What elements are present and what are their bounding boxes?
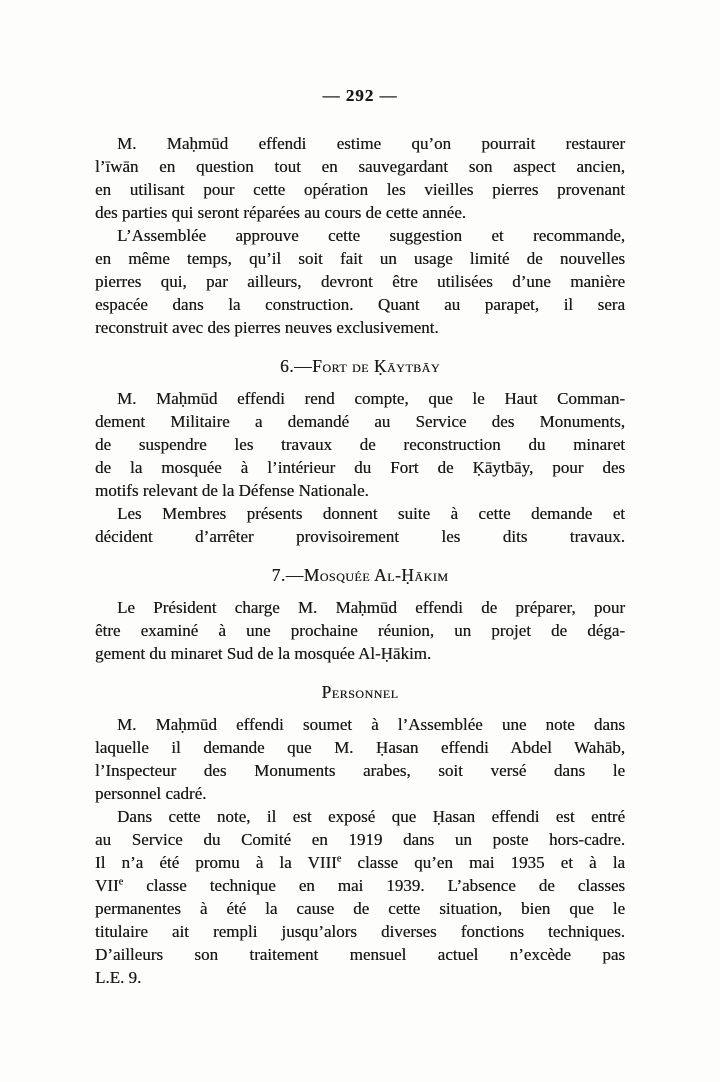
text-line: M. Maḥmūd effendi estime qu’on pourrait restaurer <box>117 134 625 153</box>
paragraph <box>95 132 625 224</box>
text-line: L.E. 9. <box>95 968 142 987</box>
paragraph <box>95 387 625 502</box>
text-line: motifs relevant de la Défense Nationale. <box>95 481 369 500</box>
text-line: Dans cette note, il est exposé que Ḥasan effendi est entré <box>117 807 625 826</box>
paragraph <box>95 713 625 805</box>
text-line: l’īwān en question tout en sauvegardant son aspect ancien, <box>95 157 625 176</box>
text-line: M. Maḥmūd effendi soumet à l’Assemblée une note dans <box>117 715 625 734</box>
text-line: décident d’arrêter provisoirement les dits travaux. <box>95 527 625 546</box>
text-line: M. Maḥmūd effendi rend compte, que le Haut Comman- <box>117 389 625 408</box>
text-block <box>95 132 625 989</box>
section-heading: Personnel <box>321 682 399 702</box>
text-line: être examiné à une prochaine réunion, un projet de déga- <box>95 621 625 640</box>
paragraph <box>95 502 625 548</box>
ordinal-superscript: e <box>118 876 124 888</box>
text-line: des parties qui seront réparées au cours de cette année. <box>95 203 466 222</box>
text-line: Il n’a été promu à la VIIIe classe qu’en mai 1935 et à la <box>95 853 625 872</box>
page-number: — 292 — <box>322 86 398 105</box>
text-line: reconstruit avec des pierres neuves exclusivement. <box>95 318 439 337</box>
text-line: D’ailleurs son traitement mensuel actuel n’excède pas <box>95 945 625 964</box>
text-line: en utilisant pour cette opération les vieilles pierres provenant <box>95 180 625 199</box>
text-line: de la mosquée à l’intérieur du Fort de Ḳāytbāy, pour des <box>95 458 625 477</box>
text-line: l’Inspecteur des Monuments arabes, soit versé dans le <box>95 761 625 780</box>
text-line: personnel cadré. <box>95 784 207 803</box>
paragraph <box>95 596 625 665</box>
paragraph <box>95 224 625 339</box>
ordinal-superscript: e <box>336 853 342 865</box>
text-line: pierres qui, par ailleurs, devront être utilisées d’une manière <box>95 272 625 291</box>
text-line: Les Membres présents donnent suite à cette demande et <box>117 504 625 523</box>
text-line: espacée dans la construction. Quant au parapet, il sera <box>95 295 625 314</box>
section-heading: 6.—Fort de Ḳāytbāy <box>279 356 441 376</box>
text-line: en même temps, qu’il soit fait un usage limité de nouvelles <box>95 249 625 268</box>
text-line: titulaire ait rempli jusqu’alors diverses fonctions techniques. <box>95 922 625 941</box>
text-line: permanentes à été la cause de cette situation, bien que le <box>95 899 625 918</box>
text-line: L’Assemblée approuve cette suggestion et recommande, <box>117 226 625 245</box>
text-line: dement Militaire a demandé au Service des Monuments, <box>95 412 625 431</box>
text-line: gement du minaret Sud de la mosquée Al-Ḥākim. <box>95 644 432 663</box>
text-line: de suspendre les travaux de reconstruction du minaret <box>95 435 625 454</box>
text-line: Le Président charge M. Maḥmūd effendi de préparer, pour <box>117 598 625 617</box>
section-heading: 7.—Mosquée Al-Ḥākim <box>271 565 449 585</box>
text-line: au Service du Comité en 1919 dans un poste hors-cadre. <box>95 830 625 849</box>
paragraph <box>95 805 625 989</box>
text-line: laquelle il demande que M. Ḥasan effendi Abdel Wahāb, <box>95 738 625 757</box>
text-line: VIIe classe technique en mai 1939. L’absence de classes <box>95 876 625 895</box>
